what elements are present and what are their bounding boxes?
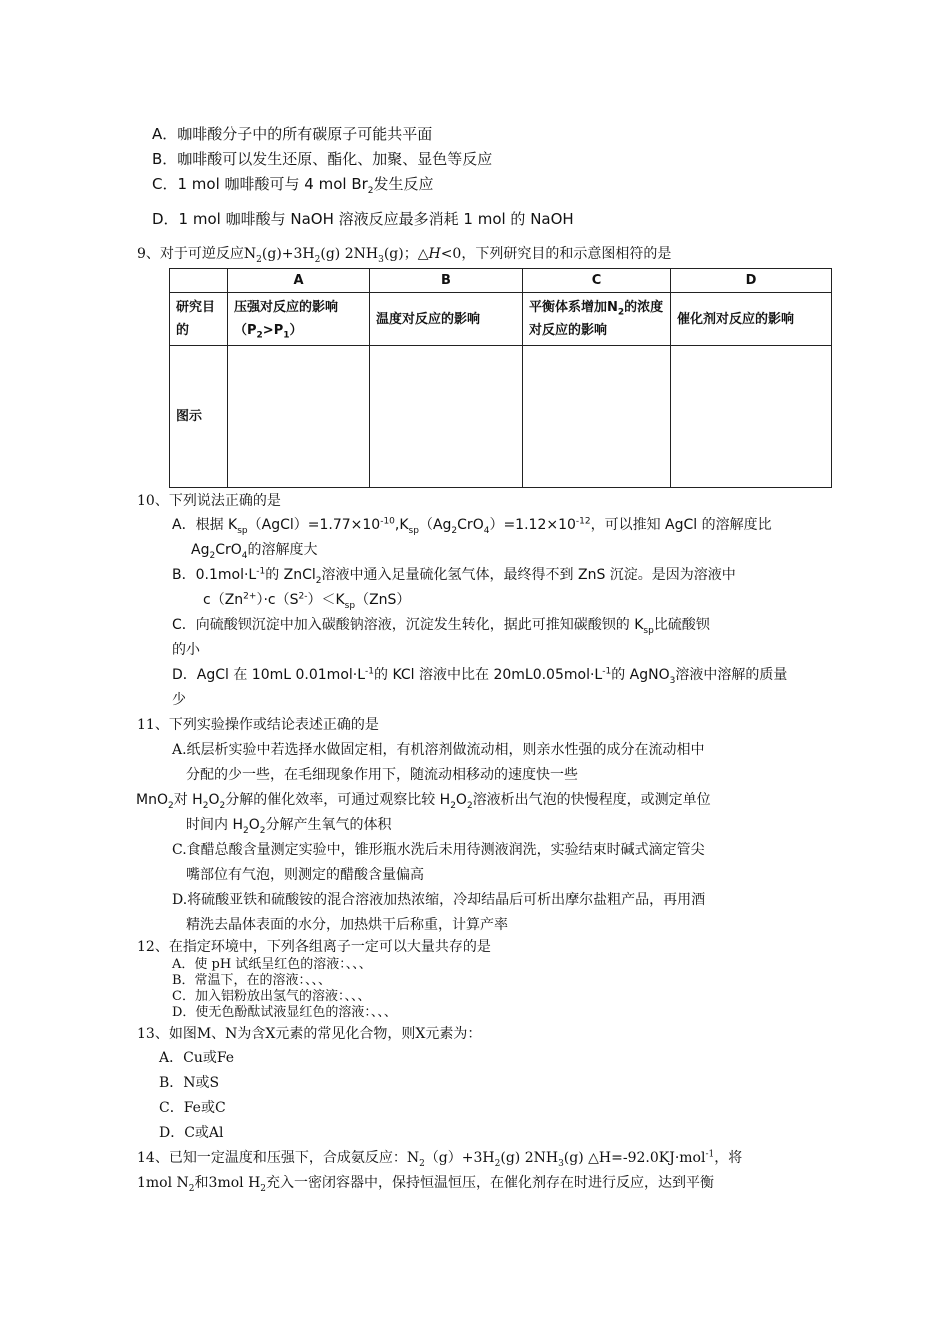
- t: CrO: [215, 542, 242, 558]
- cell-text: 压强对反应的影响（P: [234, 300, 339, 338]
- t: 14、已知一定温度和压强下，合成氨反应：N: [137, 1150, 420, 1166]
- t: 1mol N: [137, 1175, 189, 1191]
- q10-stem: 10、下列说法正确的是: [137, 493, 281, 509]
- subscript: 2: [450, 800, 456, 811]
- subscript: 2: [315, 575, 322, 586]
- t: 时间内 H: [186, 817, 243, 833]
- q12-option-d: D．使无色酚酞试液显红色的溶液：、、、: [172, 1005, 397, 1020]
- q14-line-1: [137, 1149, 743, 1169]
- t: 的溶解度大: [247, 542, 318, 558]
- subscript: sp: [643, 625, 654, 636]
- subscript: 2: [451, 525, 458, 536]
- q9-stem-part: (g)+3H: [261, 246, 315, 262]
- t: ）＜K: [307, 592, 345, 608]
- subscript: 1: [283, 330, 290, 341]
- q9-table-header-b: B: [370, 269, 523, 293]
- q10-option-b-cont: [203, 591, 411, 611]
- t: D．AgCl 在 10mL 0.01mol·L: [172, 667, 366, 683]
- subscript: sp: [408, 525, 419, 536]
- q9-figure-d: [671, 346, 832, 488]
- q9-table-header-d: D: [671, 269, 832, 293]
- q13-option-a: A．Cu或Fe: [159, 1050, 235, 1066]
- subscript: sp: [237, 525, 248, 536]
- cell-text: >P: [262, 323, 284, 338]
- q11-option-a: A.纸层析实验中若选择水做固定相，有机溶剂做流动相，则亲水性强的成分在流动相中: [172, 742, 705, 758]
- subscript: 2: [314, 254, 321, 265]
- t: （AgCl）=1.77×10: [247, 517, 381, 533]
- q12-stem: 12、在指定环境中，下列各组离子一定可以大量共存的是: [137, 939, 491, 955]
- q9-stem-part: 9、对于可逆反应N: [137, 246, 257, 262]
- t: 溶液析出气泡的快慢程度，或测定单位: [472, 792, 711, 808]
- q9-table-header-c: C: [523, 269, 671, 293]
- superscript: 2+: [243, 591, 257, 602]
- t: c（Zn: [203, 592, 244, 608]
- q9-table-cell-a: [228, 293, 370, 346]
- subscript: 3: [558, 1158, 564, 1169]
- t: ,K: [394, 517, 409, 533]
- q9-figure-b: [370, 346, 523, 488]
- superscript: -12: [575, 516, 591, 527]
- subscript: 4: [483, 525, 490, 536]
- t: (g) 2NH: [500, 1150, 559, 1166]
- subscript: 4: [241, 550, 248, 561]
- subscript: 2: [494, 1158, 501, 1169]
- cell-text: ）: [289, 323, 303, 338]
- q9-table-purpose-row: [170, 293, 832, 346]
- q9-table-cell-b: 温度对反应的影响: [370, 293, 523, 346]
- q11-option-d: D.将硫酸亚铁和硫酸铵的混合溶液加热浓缩，冷却结晶后可析出摩尔盐粗产品，再用酒: [172, 892, 706, 908]
- t: （g）+3H: [424, 1150, 495, 1166]
- t: MnO: [136, 792, 168, 808]
- q9-table-header-a: A: [228, 269, 370, 293]
- subscript: 2: [202, 800, 209, 811]
- subscript: 2: [167, 800, 174, 811]
- q9-table-corner: [170, 269, 228, 293]
- q8-option-b-text: B．咖啡酸可以发生还原、酯化、加聚、显色等反应: [152, 150, 493, 168]
- q13-option-b: B．N或S: [159, 1075, 220, 1091]
- q10-option-c-cont: 的小: [172, 642, 200, 658]
- q11-option-b: [136, 792, 711, 811]
- superscript: -1: [256, 566, 266, 577]
- t: 和3mol H: [194, 1175, 261, 1191]
- superscript: -1: [365, 666, 375, 677]
- t: 分解的催化效率，可通过观察比较 H: [225, 792, 451, 808]
- superscript: -1: [705, 1149, 715, 1160]
- q12-option-b: B．常温下，在的溶液：、、、: [172, 973, 332, 988]
- q9-figure-a: [228, 346, 370, 488]
- t: ）=1.12×10: [489, 517, 576, 533]
- subscript: 2: [419, 1158, 425, 1169]
- subscript: 2: [367, 186, 374, 196]
- t: (g) △H=-92.0KJ·mol: [563, 1150, 706, 1166]
- q10-option-d-cont: 少: [172, 692, 186, 708]
- q9-table-cell-c: [523, 293, 671, 346]
- superscript: 2-: [298, 591, 308, 602]
- t: CrO: [457, 517, 484, 533]
- q9-stem: [137, 246, 672, 265]
- subscript: 2: [617, 307, 625, 318]
- q9-stem-enthalpy: H: [428, 246, 441, 262]
- t: A．根据 K: [172, 517, 238, 533]
- q12-option-c: C．加入铝粉放出氢气的溶液：、、、: [172, 989, 371, 1004]
- q8-option-d-text: D．1 mol 咖啡酸与 NaOH 溶液反应最多消耗 1 mol 的 NaOH: [152, 210, 574, 228]
- subscript: 2: [188, 1183, 195, 1194]
- q11-option-d-cont: 精洗去晶体表面的水分，加热烘干后称重，计算产率: [186, 917, 508, 933]
- t: ，将: [714, 1150, 743, 1166]
- q13-option-d: D．C或Al: [159, 1125, 224, 1141]
- subscript: 2: [256, 254, 262, 265]
- q8-option-d: [152, 212, 574, 227]
- q11-option-a-cont: 分配的少一些，在毛细现象作用下，随流动相移动的速度快一些: [186, 767, 578, 783]
- q13-option-c: C．Fe或C: [159, 1100, 226, 1116]
- q10-option-a-cont: [191, 542, 318, 561]
- q11-option-c-cont: 嘴部位有气泡，则测定的醋酸含量偏高: [186, 867, 424, 883]
- q10-option-d: [172, 666, 788, 686]
- q8-option-c: [152, 175, 434, 196]
- cell-text: 平衡体系增加N: [529, 300, 618, 315]
- subscript: 2: [259, 825, 266, 836]
- t: O: [248, 817, 260, 833]
- t: 的 KCl 溶液中比在 20mL0.05mol·L: [374, 667, 603, 683]
- subscript: 2: [219, 800, 226, 811]
- subscript: sp: [344, 600, 356, 611]
- q10-option-b: [172, 566, 736, 586]
- q8-option-c-text-end: 发生反应: [373, 175, 434, 193]
- q13-stem: 13、如图M、N为含X元素的常见化合物，则X元素为：: [137, 1026, 482, 1042]
- t: 比硫酸钡: [653, 617, 710, 633]
- q11-option-b-cont: [186, 817, 392, 836]
- subscript: 2: [466, 800, 473, 811]
- t: ，可以推知 AgCl 的溶解度比: [590, 517, 772, 533]
- subscript: 3: [378, 254, 384, 265]
- t: ）·c（S: [256, 592, 299, 608]
- q9-table-figure-label: 图示: [170, 346, 228, 488]
- t: （ZnS）: [355, 592, 411, 608]
- q14-line-2: [137, 1175, 715, 1194]
- t: 对 H: [173, 792, 203, 808]
- subscript: 2: [209, 550, 216, 561]
- q8-option-c-text: C．1 mol 咖啡酸可与 4 mol Br: [152, 175, 368, 193]
- q8-option-a-text: A．咖啡酸分子中的所有碳原子可能共平面: [152, 125, 433, 143]
- t: 充入一密闭容器中，保持恒温恒压，在催化剂存在时进行反应，达到平衡: [266, 1175, 715, 1191]
- q9-table-figure-row: [170, 346, 832, 488]
- q9-table-purpose-label: 研究目的: [170, 293, 228, 346]
- t: C．向硫酸钡沉淀中加入碳酸钠溶液，沉淀发生转化，据此可推知碳酸钡的 K: [172, 617, 644, 633]
- q10-option-c: [172, 617, 710, 636]
- t: 的 ZnCl: [265, 567, 316, 583]
- q9-stem-part: <0，下列研究目的和示意图相符的是: [440, 246, 672, 262]
- q11-stem: 11、下列实验操作或结论表述正确的是: [137, 717, 379, 733]
- t: 溶液中溶解的质量: [675, 667, 788, 683]
- t: Ag: [191, 542, 210, 558]
- q9-stem-part: (g) 2NH: [320, 246, 379, 262]
- q9-stem-part: (g)；△: [383, 246, 429, 262]
- cell-text: 的浓度 对反应的影响: [529, 300, 664, 338]
- q9-table: [169, 268, 831, 488]
- t: （Ag: [418, 517, 452, 533]
- q9-figure-c: [523, 346, 671, 488]
- subscript: 2: [242, 825, 249, 836]
- q8-option-a: [152, 127, 432, 142]
- t: 的 AgNO: [611, 667, 670, 683]
- subscript: 3: [669, 675, 676, 686]
- q10-option-a: [172, 516, 772, 536]
- t: O: [208, 792, 220, 808]
- q12-option-a: A．使 pH 试纸呈红色的溶液：、、、: [172, 957, 372, 972]
- subscript: 2: [260, 1183, 267, 1194]
- superscript: -10: [380, 516, 395, 527]
- q9-table-header-row: [170, 269, 832, 293]
- q8-option-b: [152, 152, 492, 167]
- t: 分解产生氧气的体积: [265, 817, 392, 833]
- q9-table-cell-d: 催化剂对反应的影响: [671, 293, 832, 346]
- t: O: [455, 792, 467, 808]
- q11-option-c: C.食醋总酸含量测定实验中，锥形瓶水洗后未用待测液润洗，实验结束时碱式滴定管尖: [172, 842, 705, 858]
- t: 溶液中通入足量硫化氢气体，最终得不到 ZnS 沉淀。是因为溶液中: [321, 567, 736, 583]
- t: B．0.1mol·L: [172, 567, 257, 583]
- subscript: 2: [256, 330, 263, 341]
- superscript: -1: [602, 666, 612, 677]
